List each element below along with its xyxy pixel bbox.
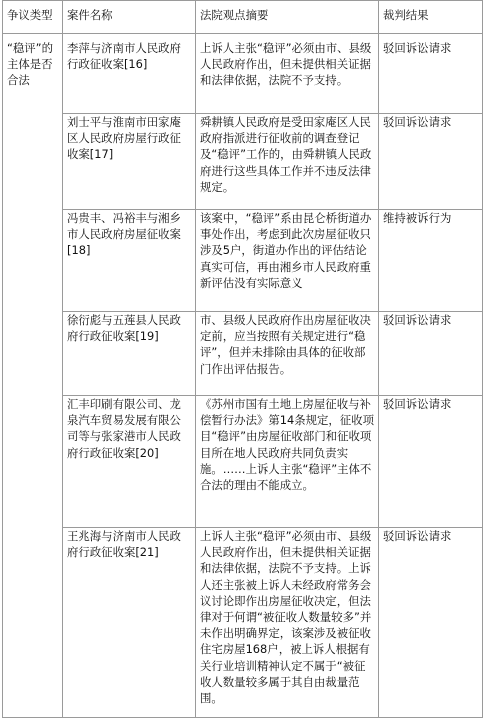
table-row [3, 34, 483, 114]
result-cell: 驳回诉讼请求 [379, 34, 483, 114]
summary-cell: 上诉人主张“稳评”必须由市、县级人民政府作出，但未提供相关证据和法律依据，法院不予支持。上诉人还主张被上诉人未经政府常务会议讨论即作出房屋征收决定，但法律对于何谓“被征收人数量较多”并未作出明确界定，该案涉及被征收住宅房屋168户，被上诉人根据有关行业培训精神认定不属于“被征收人数量较多属于其自由裁量范围。 [196, 528, 379, 718]
result-cell: 驳回诉讼请求 [379, 528, 483, 718]
summary-cell: 舜耕镇人民政府是受田家庵区人民政府指派进行征收前的调查登记及“稳评”工作的，由舜耕镇人民政府进行这些具体工作并不违反法律规定。 [196, 114, 379, 210]
result-cell: 驳回诉讼请求 [379, 114, 483, 210]
case-name-cell: 汇丰印刷有限公司、龙泉汽车贸易发展有限公司等与张家港市人民政府行政征收案[20] [63, 396, 196, 528]
header-court-summary: 法院观点摘要 [196, 1, 379, 34]
case-name-cell: 刘士平与淮南市田家庵区人民政府房屋行政征收案[17] [63, 114, 196, 210]
result-cell: 驳回诉讼请求 [379, 312, 483, 396]
dispute-type-cell: “稳评”的主体是否合法 [3, 34, 63, 718]
table-row [3, 114, 483, 210]
case-name-cell: 王兆海与济南市人民政府行政征收案[21] [63, 528, 196, 718]
table-row [3, 396, 483, 528]
table-row [3, 210, 483, 312]
case-name-cell: 徐衍彪与五莲县人民政府行政征收案[19] [63, 312, 196, 396]
case-table [2, 0, 483, 718]
result-cell: 维持被诉行为 [379, 210, 483, 312]
header-row [3, 1, 483, 34]
case-name-cell: 李萍与济南市人民政府行政征收案[16] [63, 34, 196, 114]
case-name-cell: 冯贵丰、冯裕丰与湘乡市人民政府房屋征收案[18] [63, 210, 196, 312]
summary-cell: 《苏州市国有土地上房屋征收与补偿暂行办法》第14条规定，征收项目“稳评”由房屋征收部门和征收项目所在地人民政府共同负责实施。……上诉人主张“稳评”主体不合法的理由不能成立。 [196, 396, 379, 528]
result-cell: 驳回诉讼请求 [379, 396, 483, 528]
header-dispute-type: 争议类型 [3, 1, 63, 34]
header-case-name: 案件名称 [63, 1, 196, 34]
summary-cell: 上诉人主张“稳评”必须由市、县级人民政府作出，但未提供相关证据和法律依据，法院不予支持。 [196, 34, 379, 114]
header-judgment-result: 裁判结果 [379, 1, 483, 34]
summary-cell: 市、县级人民政府作出房屋征收决定前，应当按照有关规定进行“稳评”，但并未排除由具体的征收部门作出评估报告。 [196, 312, 379, 396]
table-row [3, 312, 483, 396]
summary-cell: 该案中，“稳评”系由昆仑桥街道办事处作出，考虑到此次房屋征收只涉及5户，街道办作出的评估结论真实可信，再由湘乡市人民政府重新评估没有实际意义 [196, 210, 379, 312]
table-row [3, 528, 483, 718]
